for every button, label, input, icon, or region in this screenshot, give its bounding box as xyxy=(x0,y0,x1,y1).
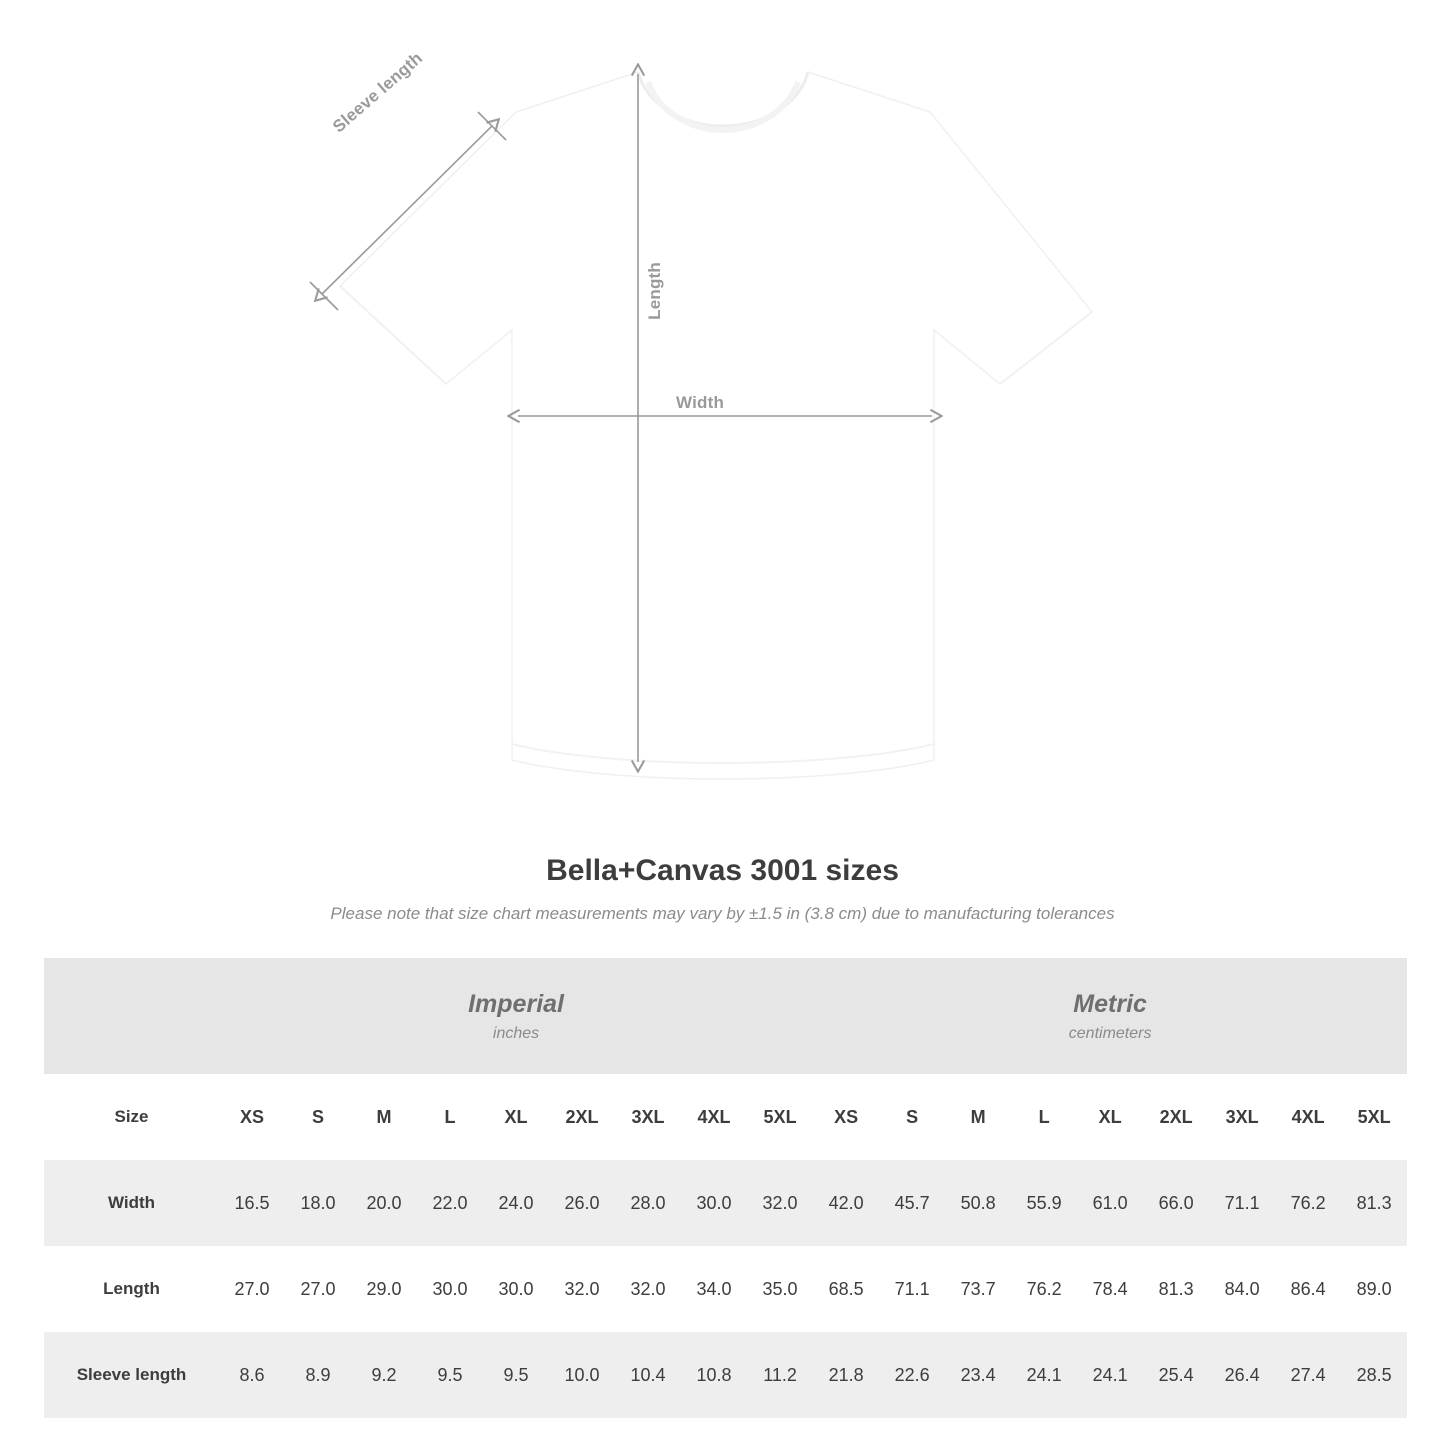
cell-length-metric-5xl: 89.0 xyxy=(1341,1246,1407,1332)
tolerance-note: Please note that size chart measurements may vary by ±1.5 in (3.8 cm) due to manufacturing tolerances xyxy=(330,904,1115,923)
cell-sleeve-imperial-s: 8.9 xyxy=(285,1332,351,1418)
unit-group-header-row xyxy=(44,958,1407,1074)
cell-sleeve-imperial-4xl: 10.8 xyxy=(681,1332,747,1418)
unit-group-metric-unit: centimeters xyxy=(1068,1024,1152,1042)
row-label-sleeve-length: Sleeve length xyxy=(44,1332,219,1418)
col-header-metric-m: M xyxy=(945,1074,1011,1160)
cell-sleeve-metric-4xl: 27.4 xyxy=(1275,1332,1341,1418)
cell-width-imperial-3xl: 28.0 xyxy=(615,1160,681,1246)
unit-group-metric xyxy=(813,958,1407,1074)
cell-width-imperial-m: 20.0 xyxy=(351,1160,417,1246)
cell-length-imperial-s: 27.0 xyxy=(285,1246,351,1332)
cell-sleeve-imperial-l: 9.5 xyxy=(417,1332,483,1418)
cell-sleeve-metric-l: 24.1 xyxy=(1011,1332,1077,1418)
row-label-width: Width xyxy=(44,1160,219,1246)
cell-length-imperial-2xl: 32.0 xyxy=(549,1246,615,1332)
col-header-metric-s: S xyxy=(879,1074,945,1160)
cell-width-imperial-5xl: 32.0 xyxy=(747,1160,813,1246)
col-header-metric-4xl: 4XL xyxy=(1275,1074,1341,1160)
cell-sleeve-metric-5xl: 28.5 xyxy=(1341,1332,1407,1418)
unit-group-imperial-unit: inches xyxy=(492,1024,540,1042)
col-header-metric-xs: XS xyxy=(813,1074,879,1160)
col-header-metric-xl: XL xyxy=(1077,1074,1143,1160)
cell-sleeve-metric-3xl: 26.4 xyxy=(1209,1332,1275,1418)
size-header-row xyxy=(44,1074,1407,1160)
cell-width-imperial-2xl: 26.0 xyxy=(549,1160,615,1246)
unit-header-spacer xyxy=(44,958,219,1074)
col-header-imperial-xs: XS xyxy=(219,1074,285,1160)
cell-width-imperial-s: 18.0 xyxy=(285,1160,351,1246)
cell-length-metric-xl: 78.4 xyxy=(1077,1246,1143,1332)
cell-length-imperial-4xl: 34.0 xyxy=(681,1246,747,1332)
col-header-imperial-5xl: 5XL xyxy=(747,1074,813,1160)
cell-length-imperial-5xl: 35.0 xyxy=(747,1246,813,1332)
col-header-imperial-3xl: 3XL xyxy=(615,1074,681,1160)
cell-length-metric-xs: 68.5 xyxy=(813,1246,879,1332)
cell-length-imperial-m: 29.0 xyxy=(351,1246,417,1332)
cell-width-metric-xs: 42.0 xyxy=(813,1160,879,1246)
cell-length-imperial-3xl: 32.0 xyxy=(615,1246,681,1332)
cell-width-metric-s: 45.7 xyxy=(879,1160,945,1246)
row-label-length: Length xyxy=(44,1246,219,1332)
cell-sleeve-metric-s: 22.6 xyxy=(879,1332,945,1418)
unit-group-imperial-title: Imperial xyxy=(468,990,564,1019)
cell-sleeve-imperial-5xl: 11.2 xyxy=(747,1332,813,1418)
unit-group-imperial xyxy=(219,958,813,1074)
sleeve-length-label: Sleeve length xyxy=(329,48,427,137)
cell-width-metric-2xl: 66.0 xyxy=(1143,1160,1209,1246)
cell-sleeve-metric-m: 23.4 xyxy=(945,1332,1011,1418)
col-header-imperial-2xl: 2XL xyxy=(549,1074,615,1160)
cell-width-imperial-xs: 16.5 xyxy=(219,1160,285,1246)
col-header-imperial-4xl: 4XL xyxy=(681,1074,747,1160)
col-header-imperial-s: S xyxy=(285,1074,351,1160)
cell-width-metric-5xl: 81.3 xyxy=(1341,1160,1407,1246)
cell-length-metric-3xl: 84.0 xyxy=(1209,1246,1275,1332)
cell-sleeve-imperial-xs: 8.6 xyxy=(219,1332,285,1418)
page-title: Bella+Canvas 3001 sizes xyxy=(546,854,899,887)
cell-width-metric-m: 50.8 xyxy=(945,1160,1011,1246)
cell-width-imperial-l: 22.0 xyxy=(417,1160,483,1246)
table-row-length xyxy=(44,1246,1407,1332)
col-header-imperial-m: M xyxy=(351,1074,417,1160)
cell-length-imperial-l: 30.0 xyxy=(417,1246,483,1332)
cell-sleeve-imperial-2xl: 10.0 xyxy=(549,1332,615,1418)
table-row-width xyxy=(44,1160,1407,1246)
cell-width-imperial-xl: 24.0 xyxy=(483,1160,549,1246)
cell-width-metric-3xl: 71.1 xyxy=(1209,1160,1275,1246)
tshirt-shape xyxy=(340,72,1092,779)
width-label: Width xyxy=(676,393,725,412)
cell-sleeve-metric-2xl: 25.4 xyxy=(1143,1332,1209,1418)
size-table xyxy=(44,958,1407,1418)
cell-width-imperial-4xl: 30.0 xyxy=(681,1160,747,1246)
cell-length-metric-2xl: 81.3 xyxy=(1143,1246,1209,1332)
cell-length-imperial-xs: 27.0 xyxy=(219,1246,285,1332)
cell-length-metric-s: 71.1 xyxy=(879,1246,945,1332)
cell-sleeve-imperial-3xl: 10.4 xyxy=(615,1332,681,1418)
cell-sleeve-metric-xs: 21.8 xyxy=(813,1332,879,1418)
cell-sleeve-imperial-xl: 9.5 xyxy=(483,1332,549,1418)
cell-sleeve-imperial-m: 9.2 xyxy=(351,1332,417,1418)
row-header-size: Size xyxy=(44,1074,219,1160)
size-table-wrap xyxy=(44,958,1401,1418)
unit-group-metric-title: Metric xyxy=(1073,990,1147,1019)
col-header-metric-5xl: 5XL xyxy=(1341,1074,1407,1160)
cell-width-metric-l: 55.9 xyxy=(1011,1160,1077,1246)
cell-width-metric-4xl: 76.2 xyxy=(1275,1160,1341,1246)
cell-length-metric-4xl: 86.4 xyxy=(1275,1246,1341,1332)
col-header-imperial-l: L xyxy=(417,1074,483,1160)
cell-width-metric-xl: 61.0 xyxy=(1077,1160,1143,1246)
cell-length-imperial-xl: 30.0 xyxy=(483,1246,549,1332)
col-header-imperial-xl: XL xyxy=(483,1074,549,1160)
cell-length-metric-m: 73.7 xyxy=(945,1246,1011,1332)
col-header-metric-2xl: 2XL xyxy=(1143,1074,1209,1160)
cell-sleeve-metric-xl: 24.1 xyxy=(1077,1332,1143,1418)
cell-length-metric-l: 76.2 xyxy=(1011,1246,1077,1332)
length-label: Length xyxy=(645,262,664,320)
table-row-sleeve-length xyxy=(44,1332,1407,1418)
col-header-metric-l: L xyxy=(1011,1074,1077,1160)
col-header-metric-3xl: 3XL xyxy=(1209,1074,1275,1160)
